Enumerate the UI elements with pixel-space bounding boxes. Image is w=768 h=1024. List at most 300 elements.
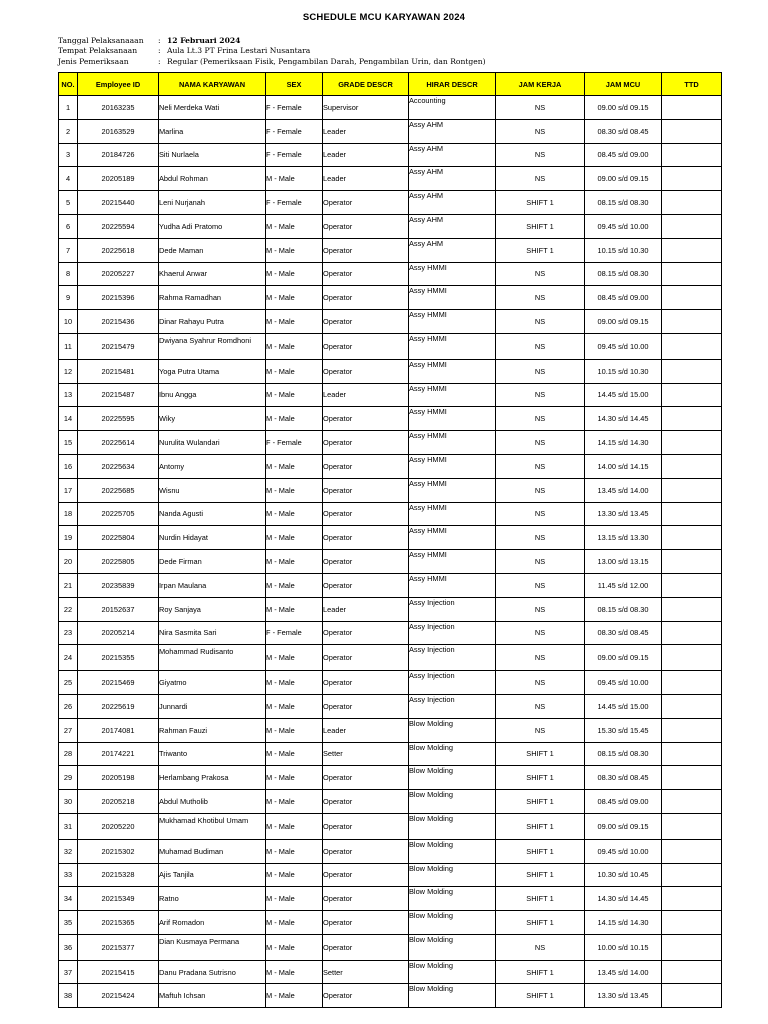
cell-ttd — [662, 718, 722, 742]
cell-sex: M - Male — [266, 333, 323, 359]
cell-nama-karyawan: Dede Maman — [159, 238, 266, 262]
cell-sex: M - Male — [266, 262, 323, 286]
cell-employee-id: 20225619 — [78, 694, 159, 718]
cell-jam-mcu: 08.45 s/d 09.00 — [585, 143, 662, 167]
table-row — [59, 573, 722, 597]
cell-hirar-descr: Assy HMMI — [409, 526, 496, 550]
cell-no: 10 — [59, 310, 78, 334]
cell-grade-descr: Supervisor — [323, 96, 409, 120]
cell-hirar-descr: Assy HMMI — [409, 333, 496, 359]
cell-jam-mcu: 14.30 s/d 14.45 — [585, 887, 662, 911]
cell-no: 29 — [59, 766, 78, 790]
cell-nama-karyawan: Herlambang Prakosa — [159, 766, 266, 790]
cell-no: 21 — [59, 573, 78, 597]
cell-employee-id: 20163529 — [78, 119, 159, 143]
cell-jam-mcu: 09.45 s/d 10.00 — [585, 671, 662, 695]
cell-sex: M - Male — [266, 407, 323, 431]
cell-hirar-descr: Blow Molding — [409, 718, 496, 742]
cell-employee-id: 20184726 — [78, 143, 159, 167]
cell-sex: M - Male — [266, 960, 323, 984]
cell-employee-id: 20205214 — [78, 621, 159, 645]
cell-no: 25 — [59, 671, 78, 695]
cell-jam-mcu: 09.00 s/d 09.15 — [585, 310, 662, 334]
cell-jam-kerja: SHIFT 1 — [496, 238, 585, 262]
cell-hirar-descr: Assy Injection — [409, 645, 496, 671]
cell-jam-kerja: NS — [496, 550, 585, 574]
col-header-hirar-descr: HIRAR DESCR — [409, 73, 496, 96]
cell-hirar-descr: Blow Molding — [409, 984, 496, 1008]
cell-no: 24 — [59, 645, 78, 671]
cell-jam-mcu: 14.15 s/d 14.30 — [585, 911, 662, 935]
cell-ttd — [662, 671, 722, 695]
cell-employee-id: 20215415 — [78, 960, 159, 984]
table-row — [59, 621, 722, 645]
cell-jam-mcu: 11.45 s/d 12.00 — [585, 573, 662, 597]
cell-jam-mcu: 14.30 s/d 14.45 — [585, 407, 662, 431]
table-row — [59, 286, 722, 310]
cell-ttd — [662, 960, 722, 984]
cell-hirar-descr: Blow Molding — [409, 887, 496, 911]
cell-jam-mcu: 13.45 s/d 14.00 — [585, 960, 662, 984]
cell-hirar-descr: Assy HMMI — [409, 407, 496, 431]
cell-jam-kerja: NS — [496, 407, 585, 431]
cell-nama-karyawan: Junnardi — [159, 694, 266, 718]
table-row — [59, 167, 722, 191]
cell-jam-kerja: SHIFT 1 — [496, 911, 585, 935]
cell-jam-mcu: 09.45 s/d 10.00 — [585, 333, 662, 359]
cell-sex: M - Male — [266, 934, 323, 960]
table-row — [59, 863, 722, 887]
cell-nama-karyawan: Wisnu — [159, 478, 266, 502]
cell-jam-kerja: NS — [496, 143, 585, 167]
cell-employee-id: 20215355 — [78, 645, 159, 671]
cell-jam-kerja: NS — [496, 359, 585, 383]
cell-no: 11 — [59, 333, 78, 359]
cell-jam-kerja: SHIFT 1 — [496, 742, 585, 766]
cell-ttd — [662, 214, 722, 238]
cell-hirar-descr: Assy Injection — [409, 694, 496, 718]
cell-nama-karyawan: Nira Sasmita Sari — [159, 621, 266, 645]
cell-jam-mcu: 09.00 s/d 09.15 — [585, 645, 662, 671]
cell-nama-karyawan: Irpan Maulana — [159, 573, 266, 597]
cell-ttd — [662, 407, 722, 431]
cell-no: 7 — [59, 238, 78, 262]
cell-grade-descr: Operator — [323, 671, 409, 695]
cell-no: 26 — [59, 694, 78, 718]
cell-ttd — [662, 431, 722, 455]
cell-no: 4 — [59, 167, 78, 191]
cell-jam-mcu: 13.30 s/d 13.45 — [585, 502, 662, 526]
cell-nama-karyawan: Neli Merdeka Wati — [159, 96, 266, 120]
cell-nama-karyawan: Abdul Mutholib — [159, 790, 266, 814]
cell-sex: M - Male — [266, 573, 323, 597]
cell-sex: M - Male — [266, 454, 323, 478]
meta-row-date — [58, 36, 486, 46]
cell-sex: M - Male — [266, 286, 323, 310]
cell-sex: M - Male — [266, 214, 323, 238]
cell-jam-mcu: 09.00 s/d 09.15 — [585, 167, 662, 191]
cell-grade-descr: Operator — [323, 550, 409, 574]
cell-hirar-descr: Assy Injection — [409, 671, 496, 695]
cell-jam-mcu: 13.30 s/d 13.45 — [585, 984, 662, 1008]
cell-sex: M - Male — [266, 742, 323, 766]
cell-sex: M - Male — [266, 911, 323, 935]
cell-grade-descr: Operator — [323, 310, 409, 334]
cell-ttd — [662, 742, 722, 766]
cell-ttd — [662, 119, 722, 143]
cell-grade-descr: Operator — [323, 214, 409, 238]
cell-employee-id: 20215396 — [78, 286, 159, 310]
cell-employee-id: 20163235 — [78, 96, 159, 120]
cell-ttd — [662, 887, 722, 911]
cell-jam-mcu: 08.15 s/d 08.30 — [585, 191, 662, 215]
cell-hirar-descr: Assy AHM — [409, 238, 496, 262]
cell-no: 19 — [59, 526, 78, 550]
cell-no: 35 — [59, 911, 78, 935]
cell-ttd — [662, 911, 722, 935]
cell-employee-id: 20152637 — [78, 597, 159, 621]
cell-jam-mcu: 13.45 s/d 14.00 — [585, 478, 662, 502]
cell-employee-id: 20205189 — [78, 167, 159, 191]
cell-nama-karyawan: Dede Firman — [159, 550, 266, 574]
table-row — [59, 839, 722, 863]
cell-nama-karyawan: Wiky — [159, 407, 266, 431]
cell-jam-kerja: SHIFT 1 — [496, 960, 585, 984]
cell-nama-karyawan: Rahma Ramadhan — [159, 286, 266, 310]
cell-employee-id: 20215365 — [78, 911, 159, 935]
meta-separator: : — [158, 36, 161, 45]
meta-label: Jenis Pemeriksaan — [58, 56, 129, 66]
cell-jam-mcu: 08.30 s/d 08.45 — [585, 621, 662, 645]
document-title: SCHEDULE MCU KARYAWAN 2024 — [302, 12, 466, 23]
cell-employee-id: 20225614 — [78, 431, 159, 455]
cell-ttd — [662, 597, 722, 621]
cell-nama-karyawan: Giyatmo — [159, 671, 266, 695]
cell-no: 22 — [59, 597, 78, 621]
cell-ttd — [662, 839, 722, 863]
cell-hirar-descr: Blow Molding — [409, 934, 496, 960]
cell-sex: M - Male — [266, 310, 323, 334]
cell-grade-descr: Operator — [323, 262, 409, 286]
col-header-nama-karyawan: NAMA KARYAWAN — [159, 73, 266, 96]
cell-sex: M - Male — [266, 790, 323, 814]
cell-ttd — [662, 167, 722, 191]
cell-sex: M - Male — [266, 550, 323, 574]
cell-jam-mcu: 09.00 s/d 09.15 — [585, 96, 662, 120]
cell-employee-id: 20215328 — [78, 863, 159, 887]
cell-sex: F - Female — [266, 191, 323, 215]
table-row — [59, 960, 722, 984]
cell-hirar-descr: Assy HMMI — [409, 454, 496, 478]
cell-ttd — [662, 863, 722, 887]
cell-hirar-descr: Assy HMMI — [409, 550, 496, 574]
cell-jam-kerja: NS — [496, 478, 585, 502]
table-row — [59, 645, 722, 671]
cell-grade-descr: Operator — [323, 359, 409, 383]
cell-jam-kerja: NS — [496, 671, 585, 695]
cell-jam-mcu: 08.45 s/d 09.00 — [585, 790, 662, 814]
cell-employee-id: 20225705 — [78, 502, 159, 526]
cell-jam-kerja: NS — [496, 310, 585, 334]
table-row — [59, 191, 722, 215]
cell-jam-mcu: 10.00 s/d 10.15 — [585, 934, 662, 960]
cell-jam-kerja: SHIFT 1 — [496, 839, 585, 863]
cell-sex: F - Female — [266, 119, 323, 143]
table-row — [59, 526, 722, 550]
cell-jam-mcu: 08.15 s/d 08.30 — [585, 262, 662, 286]
meta-value-location: Aula Lt.3 PT Frina Lestari Nusantara — [167, 46, 311, 56]
cell-sex: M - Male — [266, 766, 323, 790]
cell-jam-mcu: 08.30 s/d 08.45 — [585, 119, 662, 143]
cell-nama-karyawan: Abdul Rohman — [159, 167, 266, 191]
cell-jam-kerja: SHIFT 1 — [496, 790, 585, 814]
cell-hirar-descr: Assy AHM — [409, 214, 496, 238]
cell-jam-kerja: NS — [496, 333, 585, 359]
cell-no: 14 — [59, 407, 78, 431]
cell-nama-karyawan: Nurdin Hidayat — [159, 526, 266, 550]
cell-hirar-descr: Accounting — [409, 96, 496, 120]
table-row — [59, 383, 722, 407]
table-row — [59, 502, 722, 526]
cell-hirar-descr: Assy HMMI — [409, 286, 496, 310]
cell-grade-descr: Leader — [323, 143, 409, 167]
cell-jam-kerja: SHIFT 1 — [496, 863, 585, 887]
cell-ttd — [662, 621, 722, 645]
cell-ttd — [662, 934, 722, 960]
table-row — [59, 119, 722, 143]
cell-nama-karyawan: Mohammad Rudisanto — [159, 645, 266, 671]
table-row — [59, 597, 722, 621]
cell-sex: M - Male — [266, 167, 323, 191]
cell-ttd — [662, 573, 722, 597]
cell-ttd — [662, 333, 722, 359]
cell-ttd — [662, 766, 722, 790]
cell-ttd — [662, 310, 722, 334]
cell-jam-kerja: NS — [496, 621, 585, 645]
cell-nama-karyawan: Dian Kusmaya Permana — [159, 934, 266, 960]
cell-grade-descr: Operator — [323, 238, 409, 262]
cell-nama-karyawan: Yoga Putra Utama — [159, 359, 266, 383]
cell-employee-id: 20174221 — [78, 742, 159, 766]
cell-grade-descr: Setter — [323, 742, 409, 766]
cell-jam-kerja: NS — [496, 597, 585, 621]
cell-employee-id: 20225804 — [78, 526, 159, 550]
cell-sex: M - Male — [266, 526, 323, 550]
cell-no: 36 — [59, 934, 78, 960]
cell-grade-descr: Operator — [323, 766, 409, 790]
cell-jam-kerja: NS — [496, 718, 585, 742]
cell-jam-mcu: 13.15 s/d 13.30 — [585, 526, 662, 550]
meta-block — [58, 36, 486, 67]
cell-hirar-descr: Blow Molding — [409, 766, 496, 790]
cell-no: 18 — [59, 502, 78, 526]
cell-ttd — [662, 478, 722, 502]
cell-jam-kerja: NS — [496, 167, 585, 191]
cell-sex: M - Male — [266, 502, 323, 526]
cell-nama-karyawan: Dinar Rahayu Putra — [159, 310, 266, 334]
table-row — [59, 742, 722, 766]
cell-grade-descr: Operator — [323, 621, 409, 645]
cell-grade-descr: Operator — [323, 191, 409, 215]
table-row — [59, 550, 722, 574]
cell-hirar-descr: Assy HMMI — [409, 359, 496, 383]
cell-employee-id: 20215436 — [78, 310, 159, 334]
cell-no: 17 — [59, 478, 78, 502]
cell-sex: M - Male — [266, 645, 323, 671]
cell-nama-karyawan: Muhamad Budiman — [159, 839, 266, 863]
cell-no: 13 — [59, 383, 78, 407]
cell-ttd — [662, 984, 722, 1008]
cell-grade-descr: Operator — [323, 573, 409, 597]
cell-jam-mcu: 13.00 s/d 13.15 — [585, 550, 662, 574]
cell-sex: F - Female — [266, 431, 323, 455]
cell-employee-id: 20215469 — [78, 671, 159, 695]
cell-jam-kerja: NS — [496, 645, 585, 671]
cell-jam-kerja: SHIFT 1 — [496, 214, 585, 238]
cell-ttd — [662, 550, 722, 574]
cell-ttd — [662, 383, 722, 407]
cell-grade-descr: Operator — [323, 526, 409, 550]
cell-sex: F - Female — [266, 96, 323, 120]
cell-no: 3 — [59, 143, 78, 167]
cell-sex: M - Male — [266, 863, 323, 887]
cell-no: 2 — [59, 119, 78, 143]
cell-no: 23 — [59, 621, 78, 645]
cell-grade-descr: Leader — [323, 718, 409, 742]
cell-jam-kerja: NS — [496, 934, 585, 960]
table-row — [59, 887, 722, 911]
cell-nama-karyawan: Ajis Tanjila — [159, 863, 266, 887]
cell-hirar-descr: Blow Molding — [409, 863, 496, 887]
table-row — [59, 478, 722, 502]
cell-employee-id: 20215479 — [78, 333, 159, 359]
cell-grade-descr: Operator — [323, 645, 409, 671]
cell-hirar-descr: Assy AHM — [409, 119, 496, 143]
cell-grade-descr: Operator — [323, 839, 409, 863]
cell-sex: F - Female — [266, 143, 323, 167]
cell-grade-descr: Operator — [323, 934, 409, 960]
cell-grade-descr: Operator — [323, 454, 409, 478]
cell-grade-descr: Operator — [323, 911, 409, 935]
table-row — [59, 766, 722, 790]
table-row — [59, 984, 722, 1008]
cell-no: 33 — [59, 863, 78, 887]
table-row — [59, 694, 722, 718]
table-row — [59, 333, 722, 359]
cell-hirar-descr: Assy AHM — [409, 191, 496, 215]
cell-no: 5 — [59, 191, 78, 215]
cell-nama-karyawan: Maftuh Ichsan — [159, 984, 266, 1008]
cell-ttd — [662, 645, 722, 671]
cell-ttd — [662, 813, 722, 839]
meta-label: Tempat Pelaksanaan — [58, 46, 138, 56]
cell-nama-karyawan: Ratno — [159, 887, 266, 911]
meta-row-type — [58, 57, 486, 67]
cell-hirar-descr: Assy HMMI — [409, 502, 496, 526]
table-row — [59, 96, 722, 120]
col-header-no: NO. — [59, 73, 78, 96]
cell-jam-mcu: 10.15 s/d 10.30 — [585, 359, 662, 383]
cell-grade-descr: Setter — [323, 960, 409, 984]
cell-jam-kerja: SHIFT 1 — [496, 813, 585, 839]
cell-jam-kerja: NS — [496, 454, 585, 478]
cell-ttd — [662, 694, 722, 718]
cell-no: 34 — [59, 887, 78, 911]
table-row — [59, 431, 722, 455]
cell-nama-karyawan: Khaerul Anwar — [159, 262, 266, 286]
cell-no: 38 — [59, 984, 78, 1008]
cell-grade-descr: Operator — [323, 333, 409, 359]
table-row — [59, 718, 722, 742]
cell-sex: M - Male — [266, 238, 323, 262]
cell-employee-id: 20225805 — [78, 550, 159, 574]
cell-no: 12 — [59, 359, 78, 383]
cell-hirar-descr: Assy Injection — [409, 621, 496, 645]
cell-employee-id: 20215377 — [78, 934, 159, 960]
cell-employee-id: 20205227 — [78, 262, 159, 286]
cell-jam-kerja: NS — [496, 262, 585, 286]
cell-nama-karyawan: Marlina — [159, 119, 266, 143]
cell-nama-karyawan: Nanda Agusti — [159, 502, 266, 526]
cell-sex: M - Male — [266, 718, 323, 742]
cell-grade-descr: Operator — [323, 286, 409, 310]
col-header-jam-mcu: JAM MCU — [585, 73, 662, 96]
cell-nama-karyawan: Dwiyana Syahrur Romdhoni — [159, 333, 266, 359]
cell-grade-descr: Operator — [323, 984, 409, 1008]
table-row — [59, 407, 722, 431]
header-row — [59, 73, 722, 96]
cell-jam-kerja: NS — [496, 119, 585, 143]
table-row — [59, 454, 722, 478]
cell-sex: M - Male — [266, 813, 323, 839]
cell-nama-karyawan: Roy Sanjaya — [159, 597, 266, 621]
cell-no: 9 — [59, 286, 78, 310]
cell-ttd — [662, 262, 722, 286]
cell-hirar-descr: Blow Molding — [409, 790, 496, 814]
cell-jam-kerja: NS — [496, 573, 585, 597]
cell-no: 37 — [59, 960, 78, 984]
cell-hirar-descr: Assy HMMI — [409, 262, 496, 286]
cell-employee-id: 20215424 — [78, 984, 159, 1008]
cell-grade-descr: Operator — [323, 478, 409, 502]
cell-no: 31 — [59, 813, 78, 839]
cell-hirar-descr: Blow Molding — [409, 742, 496, 766]
cell-jam-kerja: NS — [496, 694, 585, 718]
cell-jam-mcu: 15.30 s/d 15.45 — [585, 718, 662, 742]
cell-hirar-descr: Assy AHM — [409, 167, 496, 191]
cell-hirar-descr: Blow Molding — [409, 839, 496, 863]
cell-hirar-descr: Assy HMMI — [409, 310, 496, 334]
cell-no: 16 — [59, 454, 78, 478]
cell-employee-id: 20205220 — [78, 813, 159, 839]
cell-jam-kerja: NS — [496, 526, 585, 550]
cell-no: 15 — [59, 431, 78, 455]
cell-nama-karyawan: Siti Nurlaela — [159, 143, 266, 167]
cell-grade-descr: Operator — [323, 502, 409, 526]
cell-nama-karyawan: Yudha Adi Pratomo — [159, 214, 266, 238]
cell-employee-id: 20215481 — [78, 359, 159, 383]
cell-jam-kerja: NS — [496, 502, 585, 526]
cell-sex: M - Male — [266, 383, 323, 407]
cell-employee-id: 20205218 — [78, 790, 159, 814]
cell-jam-mcu: 14.15 s/d 14.30 — [585, 431, 662, 455]
cell-sex: M - Male — [266, 359, 323, 383]
cell-ttd — [662, 790, 722, 814]
cell-employee-id: 20215440 — [78, 191, 159, 215]
cell-sex: F - Female — [266, 621, 323, 645]
cell-hirar-descr: Assy Injection — [409, 597, 496, 621]
table-row — [59, 262, 722, 286]
